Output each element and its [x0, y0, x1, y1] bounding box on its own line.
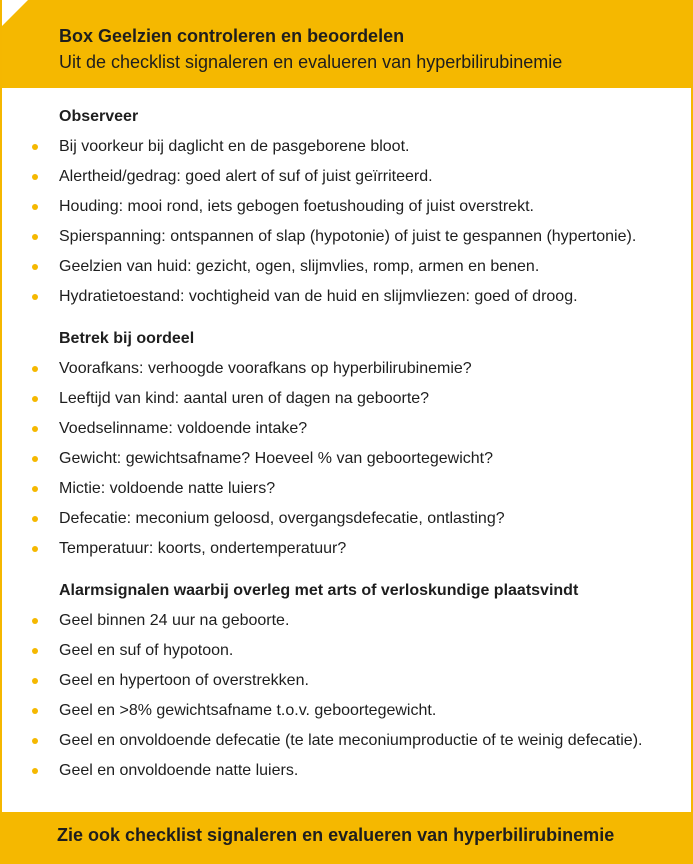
list-item: [2, 192, 691, 222]
box-content: [2, 88, 691, 786]
header-corner-notch: [2, 0, 28, 26]
list-item-text: Bij voorkeur bij daglicht en de pasgeborene bloot.: [59, 138, 410, 155]
bullet-list: [2, 132, 691, 312]
list-item: [2, 534, 691, 564]
list-item-text: Geel binnen 24 uur na geboorte.: [59, 612, 290, 629]
box-title: Box Geelzien controleren en beoordelen: [59, 26, 405, 46]
bullet-icon: [32, 294, 38, 300]
list-item-text: Geel en hypertoon of overstrekken.: [59, 672, 309, 689]
bullet-icon: [32, 648, 38, 654]
bullet-icon: [32, 204, 38, 210]
bullet-icon: [32, 366, 38, 372]
section-title: Betrek bij oordeel: [59, 330, 195, 347]
list-item: [2, 696, 691, 726]
list-item-text: Geel en suf of hypotoon.: [59, 642, 234, 659]
bullet-icon: [32, 546, 38, 552]
list-item: [2, 726, 691, 756]
list-item: [2, 222, 691, 252]
bullet-icon: [32, 264, 38, 270]
section-alarmsignalen: [2, 580, 691, 786]
list-item: [2, 504, 691, 534]
bullet-icon: [32, 174, 38, 180]
section-observeer: [2, 106, 691, 312]
box-footer: [0, 812, 693, 864]
section-title: Observeer: [59, 108, 139, 125]
list-item-text: Houding: mooi rond, iets gebogen foetushouding of juist overstrekt.: [59, 198, 534, 215]
list-item: [2, 282, 691, 312]
list-item: [2, 636, 691, 666]
bullet-list: [2, 606, 691, 786]
bullet-icon: [32, 396, 38, 402]
list-item-text: Defecatie: meconium geloosd, overgangsdefecatie, ontlasting?: [59, 510, 505, 527]
list-item: [2, 756, 691, 786]
section-title: Alarmsignalen waarbij overleg met arts of verloskundige plaatsvindt: [59, 582, 579, 599]
list-item: [2, 606, 691, 636]
list-item-text: Voorafkans: verhoogde voorafkans op hyperbilirubinemie?: [59, 360, 472, 377]
list-item: [2, 252, 691, 282]
bullet-icon: [32, 708, 38, 714]
bullet-icon: [32, 144, 38, 150]
bullet-icon: [32, 234, 38, 240]
bullet-icon: [32, 618, 38, 624]
list-item-text: Geel en onvoldoende defecatie (te late meconiumproductie of te weinig defecatie).: [59, 732, 643, 749]
footer-text: Zie ook checklist signaleren en evalueren van hyperbilirubinemie: [57, 825, 615, 845]
box-subtitle: Uit de checklist signaleren en evalueren van hyperbilirubinemie: [59, 52, 563, 72]
list-item: [2, 384, 691, 414]
list-item: [2, 666, 691, 696]
list-item-text: Leeftijd van kind: aantal uren of dagen na geboorte?: [59, 390, 430, 407]
bullet-icon: [32, 678, 38, 684]
list-item: [2, 414, 691, 444]
list-item-text: Voedselinname: voldoende intake?: [59, 420, 308, 437]
list-item-text: Hydratietoestand: vochtigheid van de huid en slijmvliezen: goed of droog.: [59, 288, 578, 305]
bullet-list: [2, 354, 691, 564]
list-item-text: Geel en onvoldoende natte luiers.: [59, 762, 299, 779]
bullet-icon: [32, 768, 38, 774]
list-item-text: Temperatuur: koorts, ondertemperatuur?: [59, 540, 347, 557]
bullet-icon: [32, 516, 38, 522]
list-item-text: Gewicht: gewichtsafname? Hoeveel % van geboortegewicht?: [59, 450, 494, 467]
list-item-text: Mictie: voldoende natte luiers?: [59, 480, 276, 497]
bullet-icon: [32, 738, 38, 744]
box-header: [2, 0, 691, 88]
bullet-icon: [32, 456, 38, 462]
list-item: [2, 162, 691, 192]
list-item-text: Geelzien van huid: gezicht, ogen, slijmvlies, romp, armen en benen.: [59, 258, 540, 275]
section-betrek-bij-oordeel: [2, 328, 691, 564]
list-item: [2, 474, 691, 504]
bullet-icon: [32, 426, 38, 432]
list-item-text: Spierspanning: ontspannen of slap (hypotonie) of juist te gespannen (hypertonie).: [59, 228, 637, 245]
list-item: [2, 444, 691, 474]
list-item: [2, 132, 691, 162]
list-item-text: Alertheid/gedrag: goed alert of suf of juist geïrriteerd.: [59, 168, 433, 185]
list-item-text: Geel en >8% gewichtsafname t.o.v. geboortegewicht.: [59, 702, 437, 719]
bullet-icon: [32, 486, 38, 492]
list-item: [2, 354, 691, 384]
